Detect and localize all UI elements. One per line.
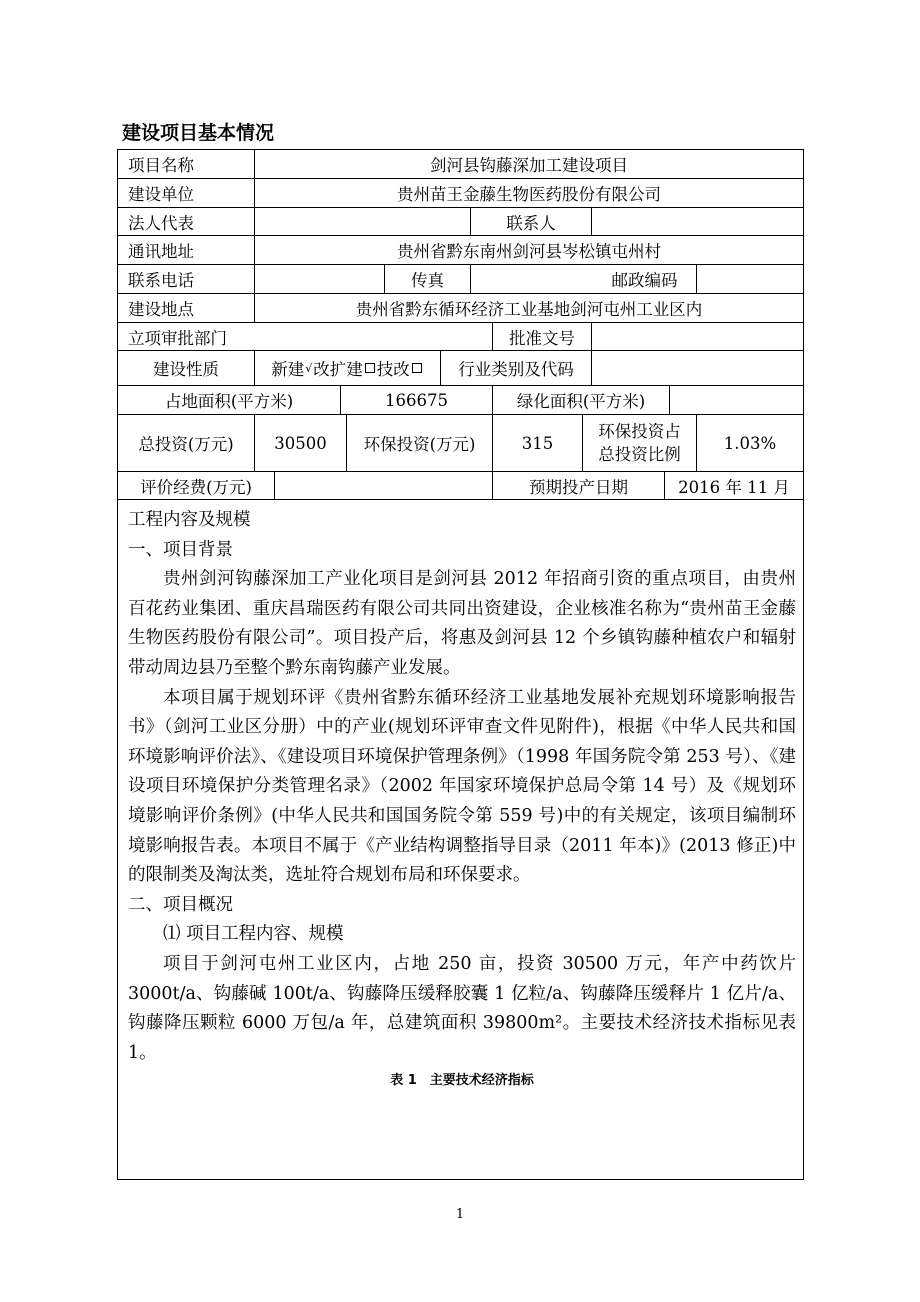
area-value: 166675 [385,390,448,410]
env-ratio-value: 1.03% [723,433,777,453]
env-ratio-label [583,415,696,471]
phone-label: 联系电话 [128,271,194,290]
address-label: 通讯地址 [128,242,194,261]
planning-paragraph: 本项目属于规划环评《贵州省黔东循环经济工业基地发展补充规划环境影响报告书》（剑河工业区分册）中的产业(规划环评审查文件见附件)，根据《中华人民共和国环境影响评价法》、《建设项目环境保护管理条例》（1998 年国务院令第 253 号）、《建设项目环境保护分类管理名录》（2002 年国家环境保护总局令第 14 号）及《规划环境影响评价条例》(中华人民共和国国务院令第 559 号)中的有关规定，该项目编制环境影响报告表。本项目不属于《产业结构调整指导目录（2011 年本)》(2013 修正)中的限制类及淘汰类，选址符合规划布局和环保要求。 [128,687,796,886]
nature-expand: 改扩建 [313,360,363,379]
builder-label: 建设单位 [128,185,194,204]
project-name-label: 项目名称 [128,156,194,175]
builder-value: 贵州苗王金藤生物医药股份有限公司 [397,185,661,204]
date-label: 预期投产日期 [529,477,628,497]
overview-heading: 二、项目概况 [128,894,233,915]
contact-label: 联系人 [506,213,556,233]
check-mark: √ [305,361,313,375]
page-number: 1 [455,1207,465,1222]
page-heading: 建设项目基本情况 [122,122,275,144]
legal-rep-label: 法人代表 [128,213,194,233]
industry-label: 行业类别及代码 [458,360,574,379]
nature-tech: 技改 [376,360,410,379]
env-invest-value: 315 [521,433,554,453]
background-heading: 一、项目背景 [128,539,233,560]
scope-subheading: ⑴ 项目工程内容、规模 [163,924,344,945]
date-value: 2016 年 11 月 [678,477,790,497]
checkbox-icon [412,363,422,373]
site-value: 贵州省黔东循环经济工业基地剑河屯州工业区内 [355,300,703,319]
postcode-label: 邮政编码 [611,271,678,290]
checkbox-icon [365,363,375,373]
invest-value: 30500 [274,433,327,453]
approval-dept-label: 立项审批部门 [128,328,227,348]
background-paragraph: 贵州剑河钩藤深加工产业化项目是剑河县 2012 年招商引资的重点项目，由贵州百花药业集团、重庆昌瑞医药有限公司共同出资建设，企业核准名称为“贵州苗王金藤生物医药股份有限公司”。项目投产后，将惠及剑河县 12 个乡镇钩藤种植农户和辐射带动周边县乃至整个黔东南钩藤产业发展。 [128,569,796,678]
env-ratio-label-line2: 总投资比例 [598,445,681,464]
approval-no-label: 批准文号 [509,328,575,348]
env-invest-label: 环保投资(万元) [363,435,476,454]
fax-label: 传真 [411,271,444,290]
green-area-label: 绿化面积(平方米) [516,392,646,411]
env-ratio-label-line1: 环保投资占 [598,422,681,441]
fee-label: 评价经费(万元) [140,477,252,497]
nature-label: 建设性质 [153,360,219,379]
project-name-value: 剑河县钩藤深加工建设项目 [430,156,628,175]
table-caption: 表 1 主要技术经济指标 [390,1073,534,1089]
address-value: 贵州省黔东南州剑河县岑松镇屯州村 [397,242,661,261]
area-label: 占地面积(平方米) [164,392,294,411]
nature-options [255,351,440,385]
project-content [128,506,796,1092]
invest-label: 总投资(万元) [138,435,234,454]
section-title: 工程内容及规模 [128,510,251,530]
nature-new: 新建 [271,360,305,379]
scope-paragraph: 项目于剑河屯州工业区内，占地 250 亩，投资 30500 万元，年产中药饮片 3000t/a、钩藤碱 100t/a、钩藤降压缓释胶囊 1 亿粒/a、钩藤降压缓释片 1 亿片/a、钩藤降压颗粒 6000 万包/a 年，总建筑面积 39800m²。主要技术经济技术指标见表 1。 [128,953,796,1063]
site-label: 建设地点 [128,300,194,319]
